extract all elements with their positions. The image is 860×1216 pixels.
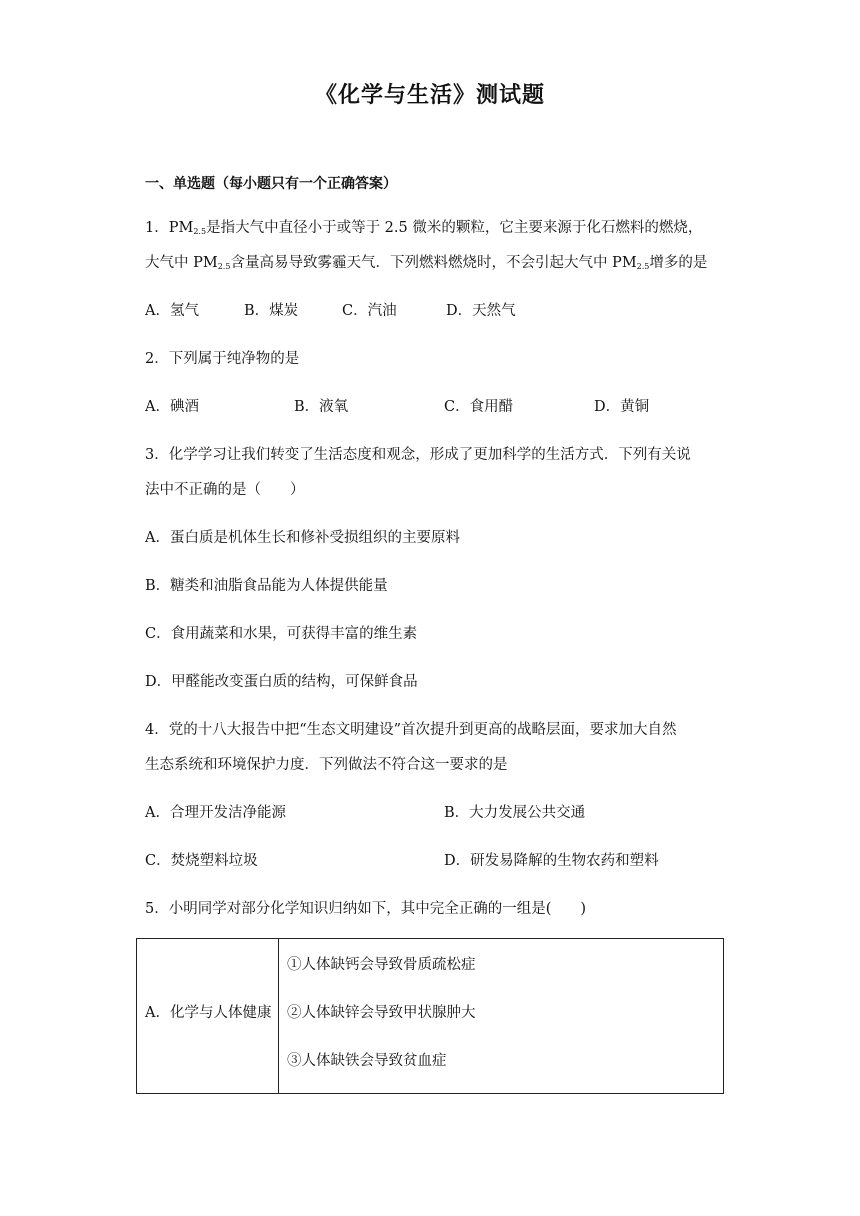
q3-option-b: B．糖类和油脂食品能为人体提供能量 xyxy=(145,578,388,594)
q4-option-d: D．研发易降解的生物农药和塑料 xyxy=(444,853,659,869)
q3-option-c: C．食用蔬菜和水果，可获得丰富的维生素 xyxy=(145,626,418,642)
document-title: 《化学与生活》测试题 xyxy=(314,82,545,108)
table-label: A．化学与人体健康 xyxy=(145,1005,272,1021)
q1-option-d: D．天然气 xyxy=(446,303,516,319)
q4-option-a: A．合理开发洁净能源 xyxy=(145,805,286,821)
q1-text-b: 是指大气中直径小于或等于 2.5 微米的颗粒，它主要来源于化石燃料的燃烧， xyxy=(206,220,703,236)
question-5-stem: 5．小明同学对部分化学知识归纳如下，其中完全正确的一组是( ) xyxy=(145,901,587,917)
q1-text-d: 含量高易导致雾霾天气．下列燃料燃烧时，不会引起大气中 PM xyxy=(230,255,637,271)
table-item-3: ③人体缺铁会导致贫血症 xyxy=(287,1053,447,1069)
q1-subscript: 2.5 xyxy=(193,227,207,236)
question-3-line-2: 法中不正确的是（ ） xyxy=(145,482,305,498)
q2-option-a: A．碘酒 xyxy=(145,399,199,415)
q1-text-e: 增多的是 xyxy=(649,255,708,271)
section-heading: 一、单选题（每小题只有一个正确答案） xyxy=(145,176,397,192)
q1-subscript: 2.5 xyxy=(217,262,231,271)
q1-subscript: 2.5 xyxy=(636,262,650,271)
question-4-line-2: 生态系统和环境保护力度．下列做法不符合这一要求的是 xyxy=(145,757,508,773)
q1-text-a: 1．PM xyxy=(145,220,194,236)
question-1-line-2 xyxy=(145,251,707,272)
table-item-2: ②人体缺锌会导致甲状腺肿大 xyxy=(287,1005,476,1021)
table-item-1: ①人体缺钙会导致骨质疏松症 xyxy=(287,957,476,973)
q1-option-b: B．煤炭 xyxy=(244,303,299,319)
q2-option-c: C．食用醋 xyxy=(444,399,514,415)
q1-text-c: 大气中 PM xyxy=(145,255,218,271)
q3-option-a: A．蛋白质是机体生长和修补受损组织的主要原料 xyxy=(145,530,460,546)
question-3-line-1: 3．化学学习让我们转变了生活态度和观念，形成了更加科学的生活方式．下列有关说 xyxy=(145,447,691,463)
q4-option-b: B．大力发展公共交通 xyxy=(444,805,586,821)
question-4-line-1: 4．党的十八大报告中把“生态文明建设”首次提升到更高的战略层面，要求加大自然 xyxy=(145,722,677,738)
q2-option-d: D．黄铜 xyxy=(594,399,650,415)
q4-option-c: C．焚烧塑料垃圾 xyxy=(145,853,258,869)
q1-option-a: A．氢气 xyxy=(145,303,199,319)
knowledge-table xyxy=(136,938,724,1094)
question-2-stem: 2．下列属于纯净物的是 xyxy=(145,351,300,367)
q3-option-d: D．甲醛能改变蛋白质的结构，可保鲜食品 xyxy=(145,674,418,690)
table-label-cell xyxy=(137,939,279,1093)
q1-option-c: C．汽油 xyxy=(342,303,397,319)
q2-option-b: B．液氧 xyxy=(294,399,349,415)
question-1-line-1 xyxy=(145,216,702,237)
